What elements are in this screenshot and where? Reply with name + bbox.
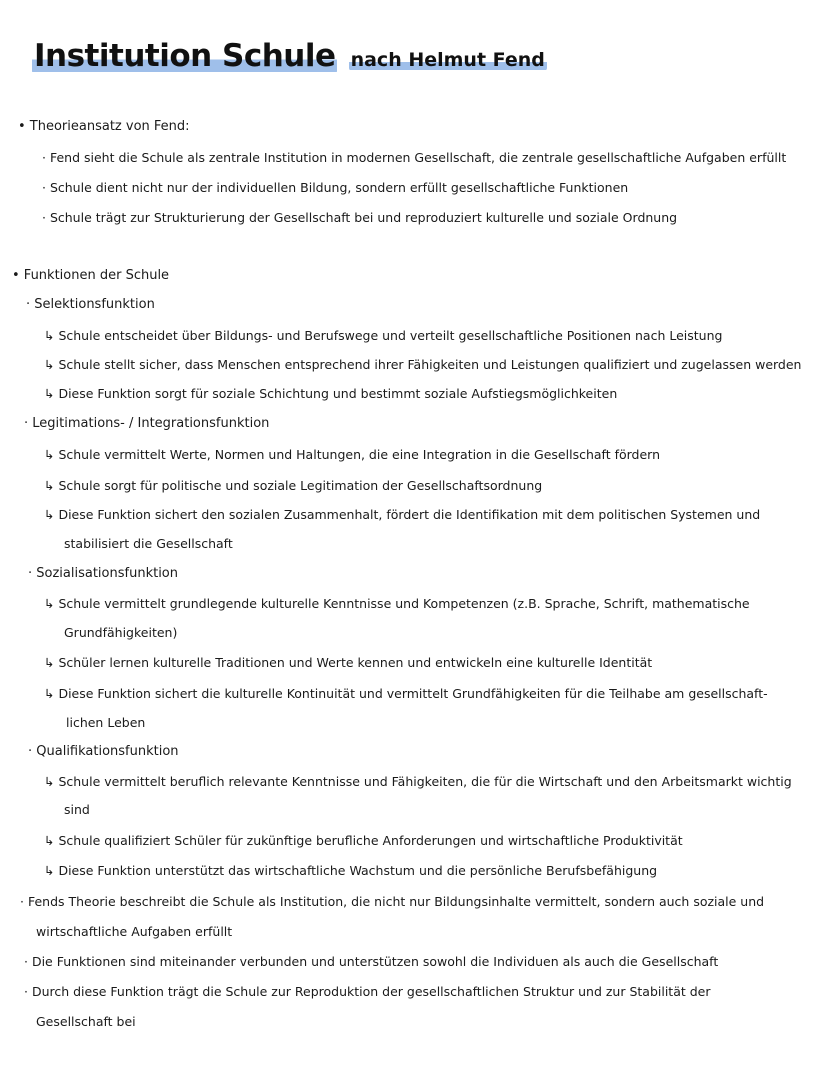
sozialisation-item: ↳ Diese Funktion sichert die kulturelle Kontinuität und vermittelt Grundfähigkeiten für die Teilhabe am gesellschaft- (44, 686, 768, 701)
legitimation-heading: · Legitimations- / Integrationsfunktion (24, 416, 270, 431)
sozialisation-item: ↳ Schüler lernen kulturelle Traditionen und Werte kennen und entwickeln eine kulturelle Identität (44, 655, 653, 670)
theory-item: · Schule dient nicht nur der individuellen Bildung, sondern erfüllt gesellschaftliche Funktionen (42, 180, 629, 195)
legitimation-item: ↳ Diese Funktion sichert den sozialen Zusammenhalt, fördert die Identifikation mit dem politischen Systemen und (44, 507, 761, 522)
theory-item: · Fend sieht die Schule als zentrale Institution in modernen Gesellschaft, die zentrale gesellschaftliche Aufgaben erfüllt (42, 150, 787, 165)
qualifikation-heading: · Qualifikationsfunktion (28, 744, 179, 759)
theory-item: · Schule trägt zur Strukturierung der Gesellschaft bei und reproduziert kulturelle und soziale Ordnung (42, 210, 678, 225)
selektion-item: ↳ Schule entscheidet über Bildungs- und Berufswege und verteilt gesellschaftliche Positionen nach Leistung (44, 328, 723, 343)
sozialisation-item: ↳ Schule vermittelt grundlegende kulturelle Kenntnisse und Kompetenzen (z.B. Sprache, Schrift, mathematische (44, 596, 750, 611)
conclusion-item: · Fends Theorie beschreibt die Schule als Institution, die nicht nur Bildungsinhalte vermittelt, sondern auch soziale und (20, 894, 765, 909)
conclusion-item-cont: wirtschaftliche Aufgaben erfüllt (36, 924, 233, 939)
functions-heading: • Funktionen der Schule (12, 268, 170, 283)
page-title (32, 38, 547, 74)
qualifikation-item-cont: sind (64, 802, 90, 817)
title-sub: nach Helmut Fend (350, 49, 545, 71)
conclusion-item: · Die Funktionen sind miteinander verbunden und unterstützen sowohl die Individuen als auch die Gesellschaft (24, 954, 719, 969)
sozialisation-item-cont: Grundfähigkeiten) (64, 625, 178, 640)
qualifikation-item: ↳ Schule vermittelt beruflich relevante Kenntnisse und Fähigkeiten, die für die Wirtschaft und den Arbeitsmarkt wichtig (44, 774, 792, 789)
qualifikation-item: ↳ Schule qualifiziert Schüler für zukünftige berufliche Anforderungen und wirtschaftliche Produktivität (44, 833, 683, 848)
legitimation-item-cont: stabilisiert die Gesellschaft (64, 536, 233, 551)
conclusion-item-cont: Gesellschaft bei (36, 1014, 136, 1029)
theory-heading: • Theorieansatz von Fend: (18, 119, 190, 134)
legitimation-item: ↳ Schule sorgt für politische und soziale Legitimation der Gesellschaftsordnung (44, 478, 543, 493)
sozialisation-heading: · Sozialisationsfunktion (28, 566, 178, 581)
qualifikation-item: ↳ Diese Funktion unterstützt das wirtschaftliche Wachstum und die persönliche Berufsbefähigung (44, 863, 658, 878)
conclusion-item: · Durch diese Funktion trägt die Schule zur Reproduktion der gesellschaftlichen Struktur und zur Stabilität der (24, 984, 711, 999)
sozialisation-item-cont: lichen Leben (66, 715, 146, 730)
selektion-item: ↳ Diese Funktion sorgt für soziale Schichtung und bestimmt soziale Aufstiegsmöglichkeiten (44, 386, 618, 401)
selektion-item: ↳ Schule stellt sicher, dass Menschen entsprechend ihrer Fähigkeiten und Leistungen qualifiziert und zugelassen werden (44, 357, 802, 372)
title-main: Institution Schule (34, 38, 336, 74)
legitimation-item: ↳ Schule vermittelt Werte, Normen und Haltungen, die eine Integration in die Gesellschaft fördern (44, 447, 661, 462)
selektion-heading: · Selektionsfunktion (26, 297, 155, 312)
